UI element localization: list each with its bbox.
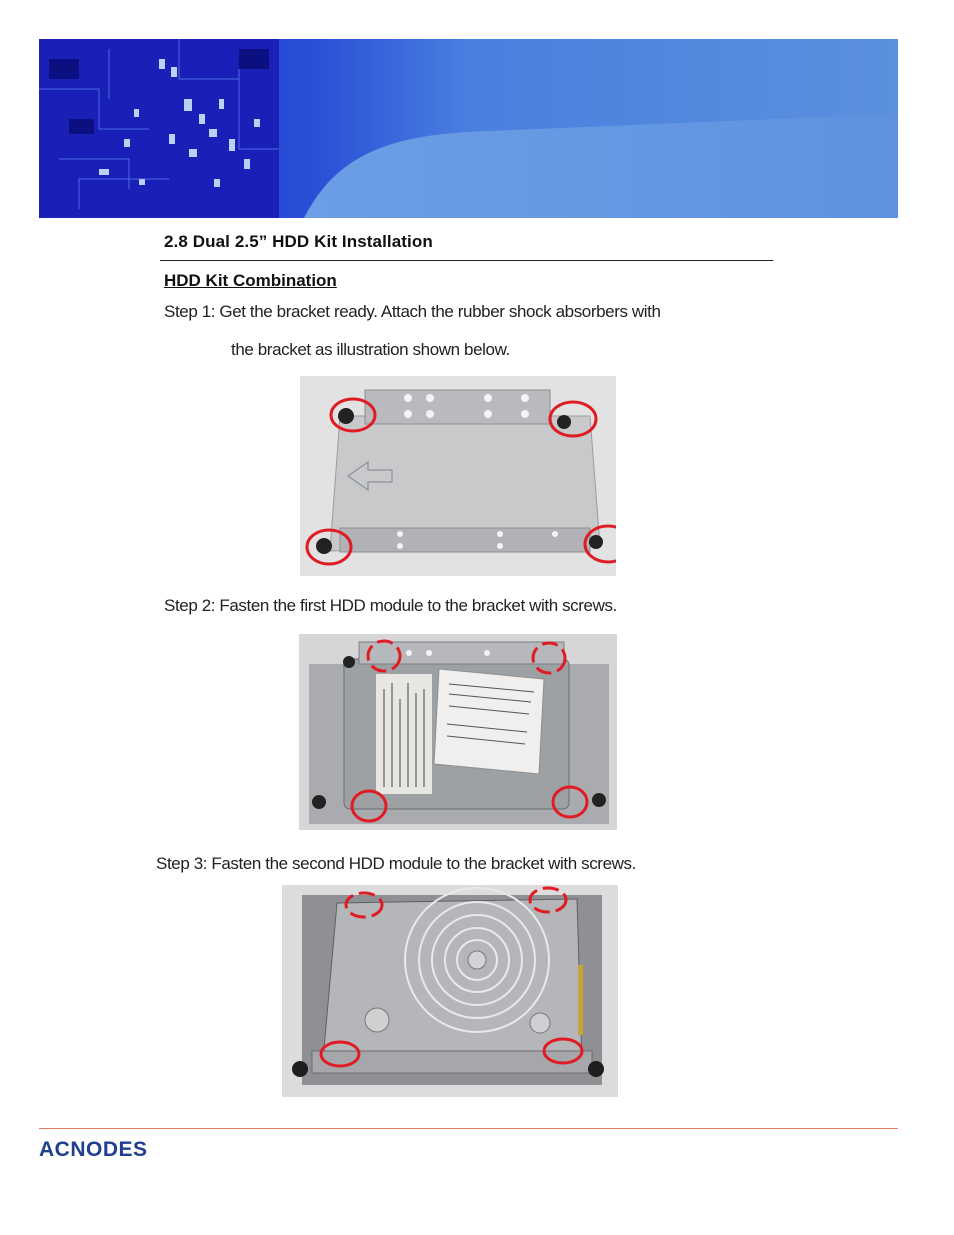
header-banner [39, 39, 898, 218]
title-divider [160, 260, 773, 261]
step-2-text: Step 2: Fasten the first HDD module to the bracket with screws. [164, 596, 617, 615]
first-hdd-photo [299, 634, 617, 830]
second-hdd-photo [282, 885, 618, 1097]
section-title: 2.8 Dual 2.5” HDD Kit Installation [164, 232, 433, 251]
step-1-text: Step 1: Get the bracket ready. Attach the rubber shock absorbers with [164, 302, 661, 321]
acnodes-logo-text: ACNODES [39, 1138, 148, 1160]
footer-divider [39, 1128, 898, 1129]
step-3-text: Step 3: Fasten the second HDD module to the bracket with screws. [156, 854, 636, 873]
subheading: HDD Kit Combination [164, 271, 337, 290]
acnodes-logo [39, 1136, 195, 1160]
step-1-text-continued: the bracket as illustration shown below. [231, 340, 510, 359]
bracket-photo [300, 376, 616, 576]
